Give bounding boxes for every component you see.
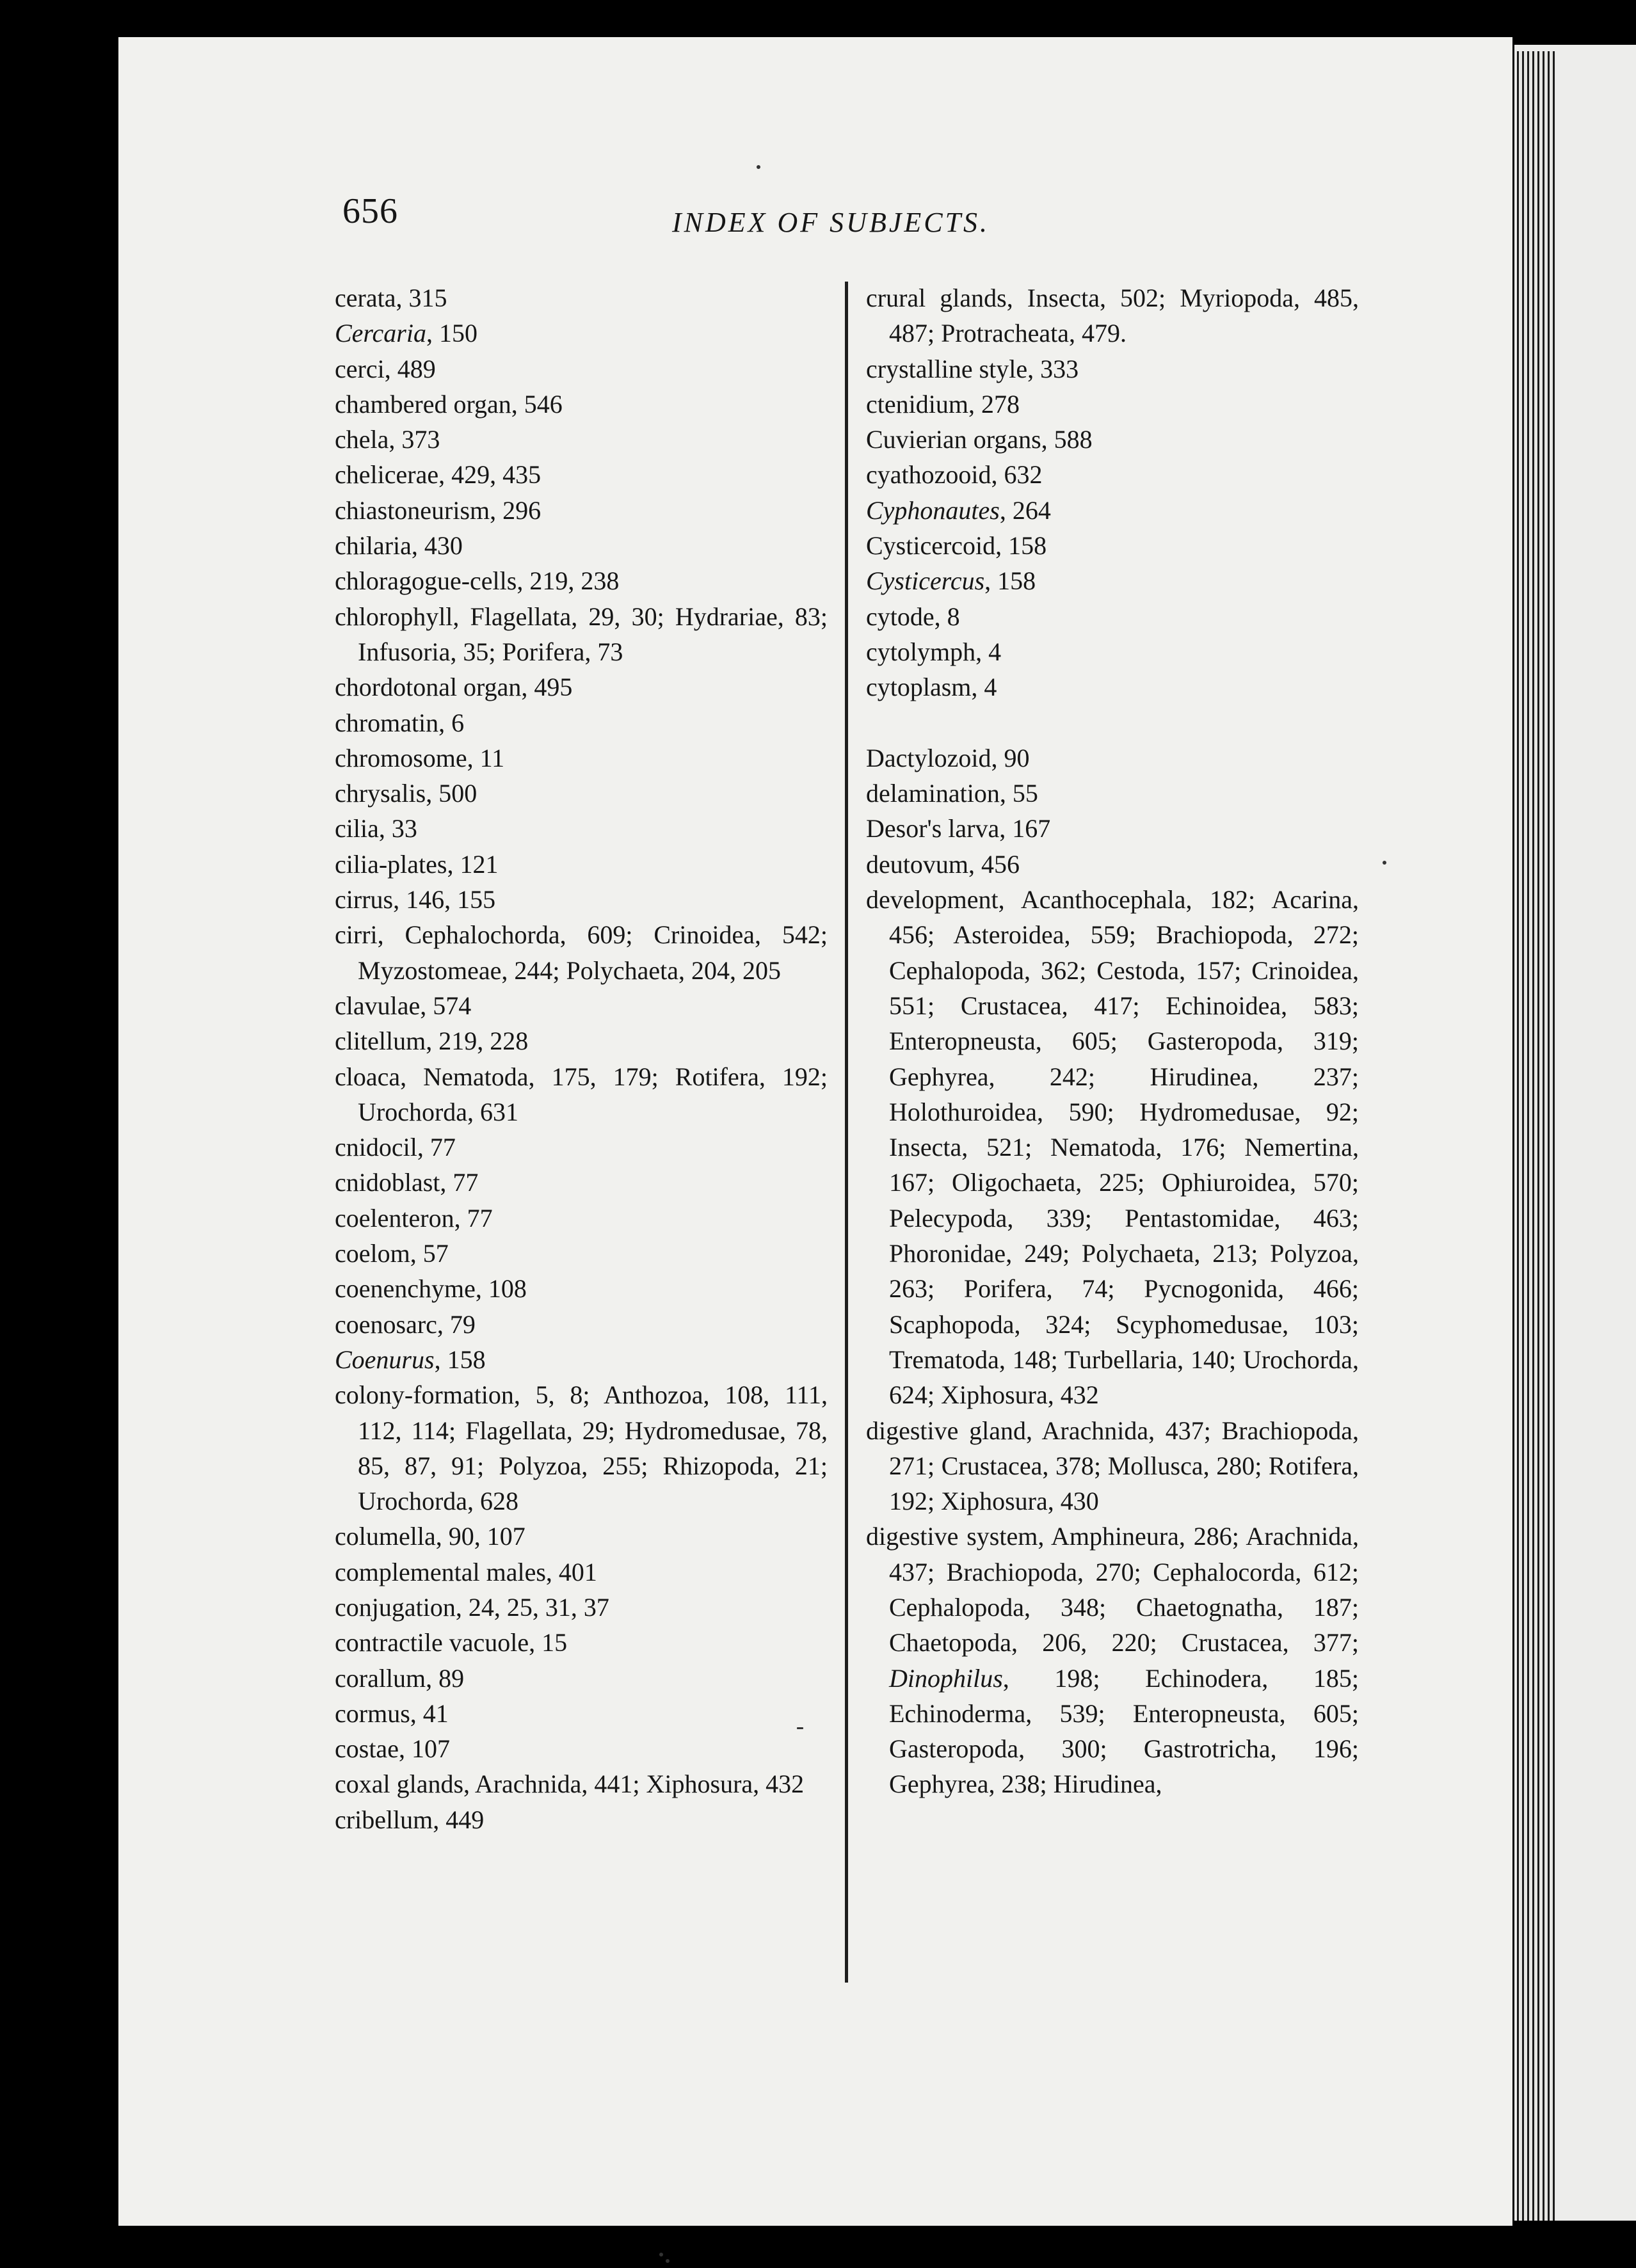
- index-entry: coenenchyme, 108: [335, 1274, 527, 1304]
- index-entry: chrysalis, 500: [335, 779, 477, 808]
- index-entry: cilia-plates, 121: [335, 849, 499, 879]
- index-entry: cerci, 489: [335, 354, 436, 383]
- index-entry: coelenteron, 77: [335, 1203, 493, 1233]
- index-entry: Desor's larva, 167: [866, 814, 1051, 843]
- index-column-right: [866, 280, 1359, 1802]
- index-entry: Cyphonautes, 264: [866, 495, 1051, 525]
- index-entry: cyathozooid, 632: [866, 460, 1043, 490]
- running-head: INDEX OF SUBJECTS.: [672, 207, 990, 238]
- page-header: [0, 0, 1636, 256]
- entry-gap: [866, 705, 1359, 740]
- index-entry: Dactylozoid, 90: [866, 743, 1030, 772]
- index-entry: coenosarc, 79: [335, 1309, 476, 1339]
- index-entry: Coenurus, 158: [335, 1345, 486, 1374]
- column-divider: [845, 282, 848, 1983]
- index-entry: chromatin, 6: [335, 708, 465, 737]
- index-entry: cytoplasm, 4: [866, 673, 997, 702]
- index-entry: cormus, 41: [335, 1698, 449, 1728]
- index-entry: cytode, 8: [866, 602, 960, 631]
- index-entry: clitellum, 219, 228: [335, 1026, 529, 1056]
- index-entry: crystalline style, 333: [866, 354, 1079, 383]
- index-entry: chromosome, 11: [335, 743, 505, 772]
- index-entry: chloragogue-cells, 219, 238: [335, 566, 620, 596]
- index-entry: chela, 373: [335, 425, 440, 454]
- index-entry: cirri, Cephalochorda, 609; Crinoidea, 542; Myzostomeae, 244; Polychaeta, 204, 205: [335, 920, 828, 985]
- index-entry: crural glands, Insecta, 502; Myriopoda, 485, 487; Protracheata, 479.: [866, 284, 1359, 348]
- index-entry: cloaca, Nematoda, 175, 179; Rotifera, 192; Urochorda, 631: [335, 1062, 828, 1126]
- index-entry: digestive gland, Arachnida, 437; Brachiopoda, 271; Crustacea, 378; Mollusca, 280; Rotifera, 192; Xiphosura, 430: [866, 1416, 1359, 1516]
- index-entry: cnidocil, 77: [335, 1133, 456, 1162]
- index-entry: cytolymph, 4: [866, 637, 1002, 666]
- index-entry: coxal glands, Arachnida, 441; Xiphosura, 432: [335, 1769, 805, 1799]
- index-entry: chiastoneurism, 296: [335, 495, 541, 525]
- speck: [666, 2259, 670, 2263]
- index-entry: colony-formation, 5, 8; Anthozoa, 108, 111, 112, 114; Flagellata, 29; Hydromedusae, 78, 85, 87, 91; Polyzoa, 255; Rhizopoda, 21; Urochorda, 628: [335, 1380, 828, 1516]
- index-entry: cnidoblast, 77: [335, 1168, 479, 1197]
- index-entry: Cercaria, 150: [335, 319, 477, 348]
- index-entry: contractile vacuole, 15: [335, 1628, 568, 1657]
- index-entry: chambered organ, 546: [335, 389, 563, 419]
- index-entry: cirrus, 146, 155: [335, 885, 496, 914]
- index-entry: complemental males, 401: [335, 1557, 597, 1586]
- index-entry: chlorophyll, Flagellata, 29, 30; Hydrariae, 83; Infusoria, 35; Porifera, 73: [335, 602, 828, 666]
- index-entry: delamination, 55: [866, 779, 1038, 808]
- index-entry: costae, 107: [335, 1734, 450, 1764]
- index-entry: digestive system, Amphineura, 286; Arachnida, 437; Brachiopoda, 270; Cephalocorda, 612; Cephalopoda, 348; Chaetognatha, 187; Chaetopoda, 206, 220; Crustacea, 377; Dinophilus, 198; Echinodera, 185; Echinoderma, 539; Enteropneusta, 605; Gasteropoda, 300; Gastrotricha, 196; Gephyrea, 238; Hirudinea,: [866, 1522, 1359, 1799]
- speck: [1383, 861, 1386, 865]
- index-entry: cribellum, 449: [335, 1805, 485, 1834]
- index-entry: Cysticercoid, 158: [866, 531, 1047, 561]
- index-entry: corallum, 89: [335, 1663, 465, 1693]
- index-entry: ctenidium, 278: [866, 389, 1020, 419]
- index-entry: development, Acanthocephala, 182; Acarina, 456; Asteroidea, 559; Brachiopoda, 272; Cephalopoda, 362; Cestoda, 157; Crinoidea, 551; Crustacea, 417; Echinoidea, 583; Enteropneusta, 605; Gasteropoda, 319; Gephyrea, 242; Hirudinea, 237; Holothuroidea, 590; Hydromedusae, 92; Insecta, 521; Nematoda, 176; Nemertina, 167; Oligochaeta, 225; Ophiuroidea, 570; Pelecypoda, 339; Pentastomidae, 463; Phoronidae, 249; Polychaeta, 213; Polyzoa, 263; Porifera, 74; Pycnogonida, 466; Scaphopoda, 324; Scyphomedusae, 103; Trematoda, 148; Turbellaria, 140; Urochorda, 624; Xiphosura, 432: [866, 885, 1359, 1410]
- speck: [659, 2253, 663, 2256]
- index-column-left: [335, 280, 828, 1837]
- index-entry: chelicerae, 429, 435: [335, 460, 541, 490]
- index-entry: cerata, 315: [335, 284, 447, 312]
- index-entry: conjugation, 24, 25, 31, 37: [335, 1592, 609, 1622]
- index-entry: deutovum, 456: [866, 849, 1020, 879]
- page-gutter: [1517, 51, 1555, 2221]
- index-entry: columella, 90, 107: [335, 1522, 525, 1551]
- index-entry: Cuvierian organs, 588: [866, 425, 1093, 454]
- index-entry: chordotonal organ, 495: [335, 673, 573, 702]
- index-entry: coelom, 57: [335, 1239, 449, 1268]
- index-entry: clavulae, 574: [335, 991, 472, 1020]
- page-number: 656: [342, 191, 398, 231]
- index-entry: cilia, 33: [335, 814, 417, 843]
- index-entry: chilaria, 430: [335, 531, 463, 561]
- index-entry: Cysticercus, 158: [866, 566, 1036, 596]
